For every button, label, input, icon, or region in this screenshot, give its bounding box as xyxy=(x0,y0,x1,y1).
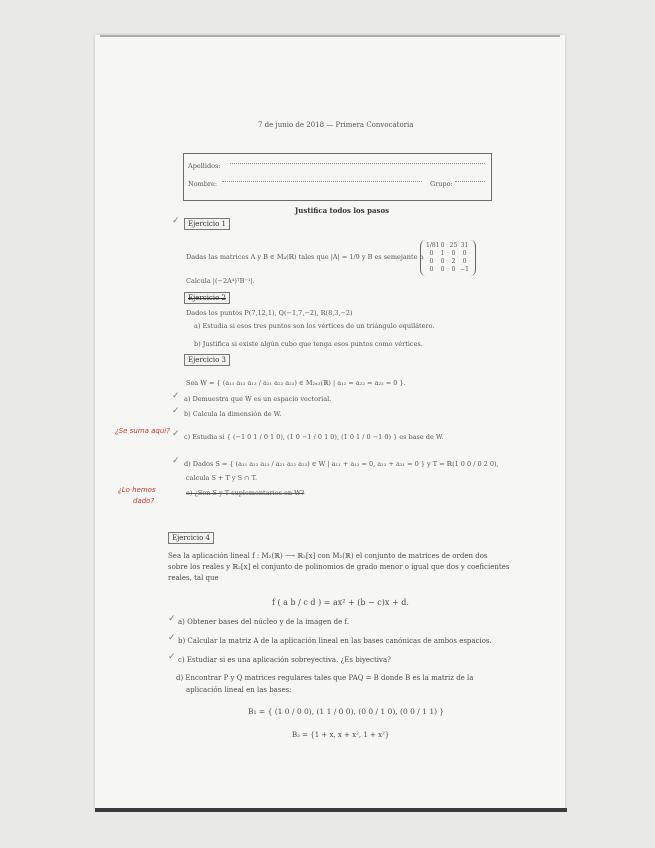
checkmark-icon: ✓ xyxy=(172,216,180,226)
exercise-3-d-line2: calcula S + T y S ∩ T. xyxy=(186,474,258,482)
exercise-4-d-line2: aplicación lineal en las bases: xyxy=(186,686,292,694)
checkmark-icon: ✓ xyxy=(172,391,180,401)
exercise-3-a: a) Demuestra que W es un espacio vectorial. xyxy=(184,395,332,403)
exercise-2-a: a) Estudia si esos tres puntos son los vértices de un triángulo equilátero. xyxy=(194,322,435,330)
exercise-3-text: Sea W = { (a₁₁ a₁₂ a₁₃ / a₂₁ a₂₂ a₂₃) ∈ M₂ₓ₃(ℝ) | a₁₂ = a₂₂ = a₂₃ = 0 }. xyxy=(186,379,406,387)
grupo-label: Grupo: xyxy=(430,180,453,188)
checkmark-icon: ✓ xyxy=(172,406,180,416)
exam-sheet xyxy=(95,35,565,810)
checkmark-icon: ✓ xyxy=(168,614,176,624)
exercise-3-title: Ejercicio 3 xyxy=(184,354,230,366)
paper-top-edge xyxy=(100,35,560,37)
handwritten-note-1: ¿Se suma aqui? xyxy=(115,427,170,435)
exercise-2-b: b) Justifica si existe algún cubo que tenga esos puntos como vértices. xyxy=(194,340,423,348)
grupo-field xyxy=(455,181,485,182)
exercise-3-b: b) Calcula la dimensión de W. xyxy=(184,410,282,418)
exercise-3-e: e) ¿Son S y T suplementarios en W? xyxy=(186,489,305,497)
exercise-1-matrix: 1/810 25 31 0 1 0 0 0 0 2 0 0 0 0 −1 xyxy=(420,240,476,276)
exercise-1-title: Ejercicio 1 xyxy=(184,218,230,230)
exercise-2-text: Dados los puntos P(7,12,1), Q(−1,7,−2), R(8,3,−2) xyxy=(186,309,353,317)
apellidos-label: Apellidos: xyxy=(188,162,221,170)
exercise-4-c: c) Estudiar si es una aplicación sobreyectiva. ¿Es biyectiva? xyxy=(178,656,391,664)
checkmark-icon: ✓ xyxy=(172,429,180,439)
exercise-4-text-line2: sobre los reales y ℝ₂[x] el conjunto de polinomios de grado menor o igual que dos y coeficientes xyxy=(168,563,510,571)
apellidos-field xyxy=(230,163,485,164)
handwritten-note-2-line1: ¿Lo hemos xyxy=(118,486,156,494)
exercise-4-text-line3: reales, tal que xyxy=(168,574,219,582)
exam-date-line: 7 de junio de 2018 — Primera Convocatoria xyxy=(258,121,414,129)
exercise-4-title: Ejercicio 4 xyxy=(168,532,214,544)
handwritten-note-2-line2: dado? xyxy=(133,497,155,505)
exercise-4-d-line1: d) Encontrar P y Q matrices regulares tales que PAQ = B donde B es la matriz de la xyxy=(176,674,474,682)
exercise-3-c: c) Estudia si { (−1 0 1 / 0 1 0), (1 0 −1 / 0 1 0), (1 0 1 / 0 −1 0) } es base de W. xyxy=(184,433,444,441)
checkmark-icon: ✓ xyxy=(168,652,176,662)
exercise-1-calc: Calcula |(−2A⁴)ᵀB⁻¹|. xyxy=(186,277,255,285)
nombre-field xyxy=(222,181,422,182)
exercise-4-text-line1: Sea la aplicación lineal f : M₂(ℝ) ⟶ ℝ₂[x] con M₂(ℝ) el conjunto de matrices de orden dos xyxy=(168,552,488,560)
exercise-4-b: b) Calcular la matriz A de la aplicación lineal en las bases canónicas de ambos espacios. xyxy=(178,637,492,645)
paper-bottom-edge xyxy=(95,808,567,812)
student-info-box xyxy=(183,153,492,201)
exercise-3-d-line1: d) Dados S = { (a₁₁ a₁₂ a₁₃ / a₂₁ a₂₂ a₂₃) ∈ W | a₁₁ + a₁₃ = 0, a₁₃ + a₂₁ = 0 } y T = ℝ(1 0 0 / 0 2 0), xyxy=(184,460,499,468)
checkmark-icon: ✓ xyxy=(172,456,180,466)
exercise-4-basis-b1: B₁ = { (1 0 / 0 0), (1 1 / 0 0), (0 0 / 1 0), (0 0 / 1 1) } xyxy=(248,707,445,716)
exercise-4-formula: f ( a b / c d ) = ax² + (b − c)x + d. xyxy=(272,598,409,607)
exercise-1-text: Dadas las matrices A y B ∈ M₄(ℝ) tales que |A| = 1/9 y B es semejante a xyxy=(186,253,424,261)
exercise-4-a: a) Obtener bases del núcleo y de la imagen de f. xyxy=(178,618,350,626)
nombre-label: Nombre: xyxy=(188,180,218,188)
checkmark-icon: ✓ xyxy=(168,633,176,643)
exercise-4-basis-b2: B₂ = {1 + x, x + x², 1 + x²} xyxy=(292,731,390,739)
instruction: Justifica todos los pasos xyxy=(295,206,390,215)
exercise-2-title: Ejercicio 2 xyxy=(184,292,230,304)
